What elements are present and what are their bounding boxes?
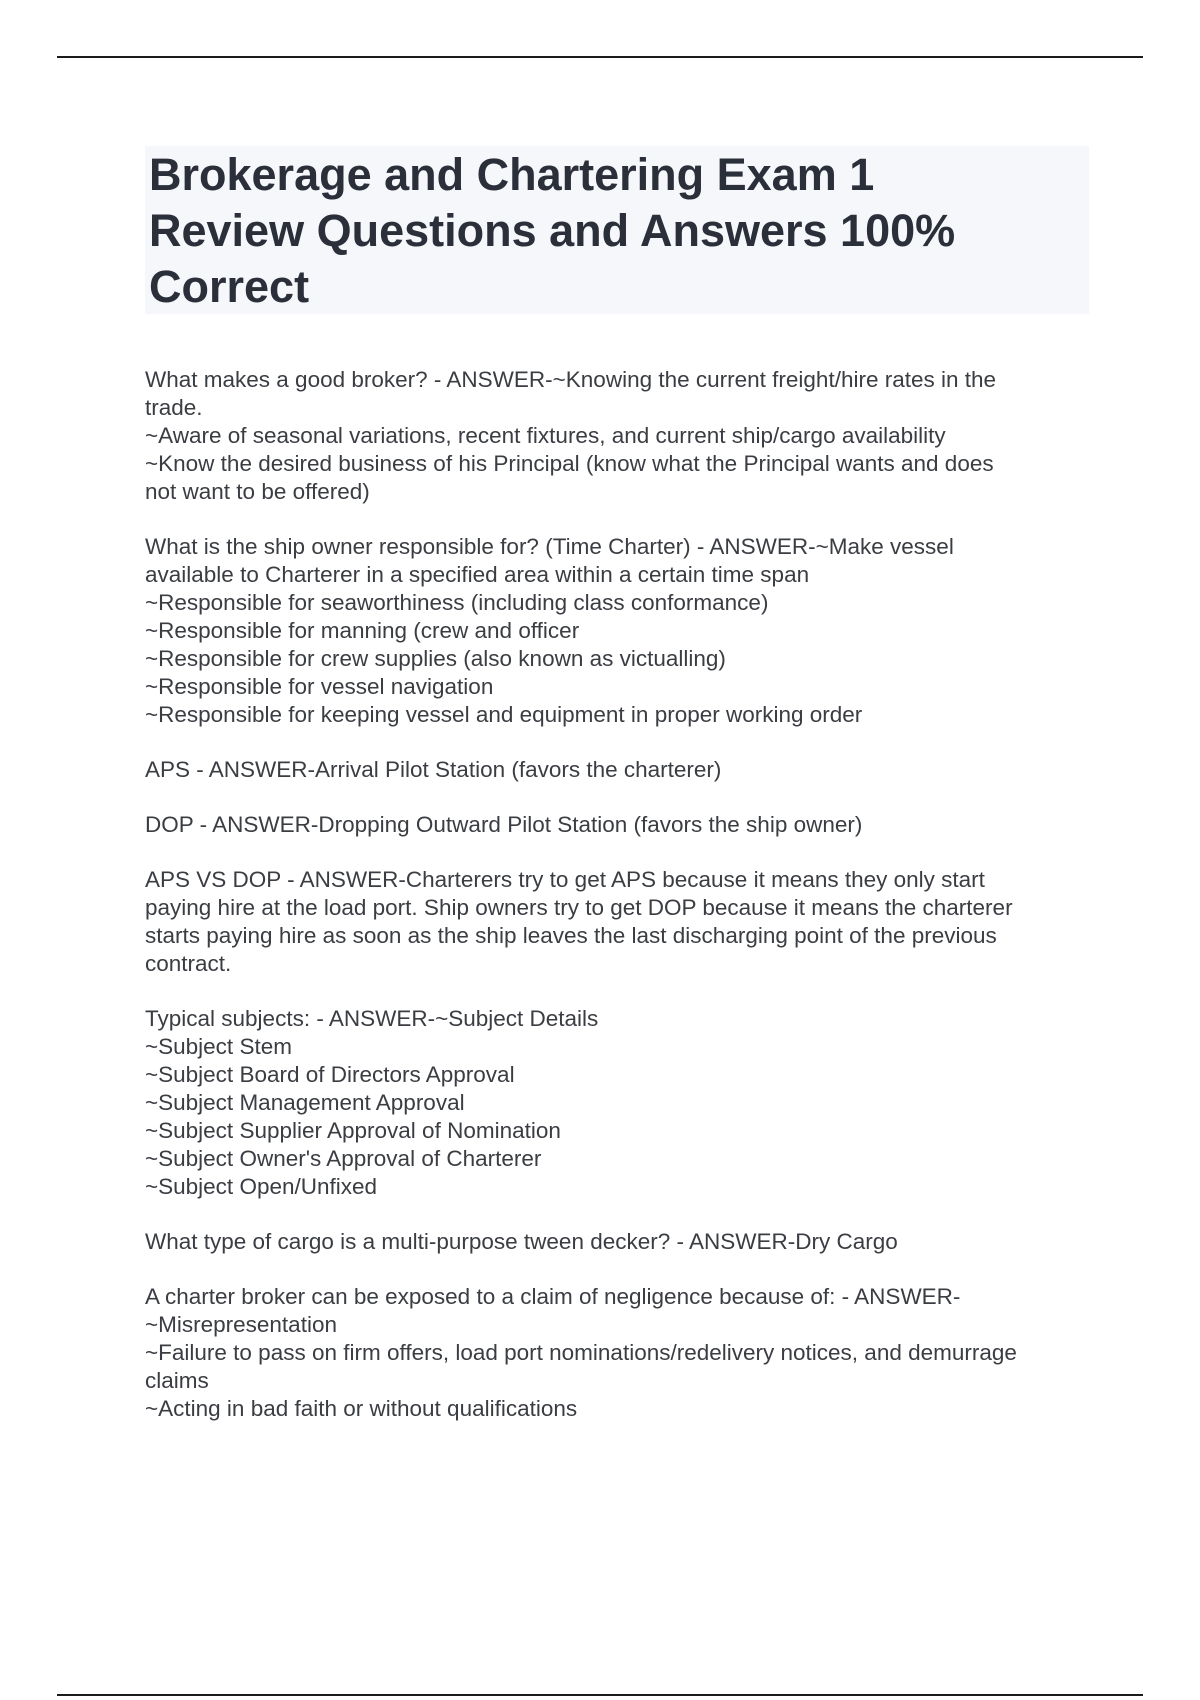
title-line: Brokerage and Chartering Exam 1	[149, 149, 875, 200]
qa-line: ~Acting in bad faith or without qualifications	[145, 1396, 578, 1421]
qa-item	[145, 756, 1105, 784]
qa-line: ~Responsible for manning (crew and officer	[145, 618, 580, 643]
qa-line: Typical subjects: - ANSWER-~Subject Details	[145, 1006, 599, 1031]
qa-line: APS - ANSWER-Arrival Pilot Station (favors the charterer)	[145, 757, 722, 782]
qa-line: APS VS DOP - ANSWER-Charterers try to get APS because it means they only start	[145, 867, 985, 892]
title-line: Correct	[149, 261, 310, 312]
qa-line: What makes a good broker? - ANSWER-~Knowing the current freight/hire rates in the	[145, 367, 997, 392]
qa-line: What is the ship owner responsible for? (Time Charter) - ANSWER-~Make vessel	[145, 534, 954, 559]
title-line: Review Questions and Answers 100%	[149, 205, 956, 256]
qa-line: ~Misrepresentation	[145, 1312, 337, 1337]
top-rule	[57, 56, 1143, 58]
qa-item	[145, 366, 1105, 506]
qa-line: ~Subject Board of Directors Approval	[145, 1062, 515, 1087]
qa-line: ~Responsible for crew supplies (also known as victualling)	[145, 646, 726, 671]
qa-line: starts paying hire as soon as the ship leaves the last discharging point of the previous	[145, 923, 997, 948]
qa-item	[145, 1005, 1105, 1201]
qa-line: ~Aware of seasonal variations, recent fixtures, and current ship/cargo availability	[145, 423, 946, 448]
qa-item	[145, 866, 1105, 978]
qa-line: available to Charterer in a specified area within a certain time span	[145, 562, 810, 587]
document-title	[149, 146, 1085, 315]
qa-line: not want to be offered)	[145, 479, 370, 504]
qa-line: trade.	[145, 395, 203, 420]
qa-line: contract.	[145, 951, 232, 976]
title-block	[145, 146, 1089, 314]
qa-list	[145, 366, 1105, 1450]
bottom-rule	[57, 1694, 1143, 1696]
qa-line: ~Know the desired business of his Principal (know what the Principal wants and does	[145, 451, 994, 476]
qa-line: ~Subject Stem	[145, 1034, 292, 1059]
qa-item	[145, 1283, 1105, 1423]
qa-line: A charter broker can be exposed to a claim of negligence because of: - ANSWER-	[145, 1284, 961, 1309]
qa-line: claims	[145, 1368, 209, 1393]
qa-line: ~Responsible for seaworthiness (including class conformance)	[145, 590, 769, 615]
qa-line: ~Failure to pass on firm offers, load port nominations/redelivery notices, and demurrage	[145, 1340, 1017, 1365]
qa-item	[145, 811, 1105, 839]
qa-line: ~Responsible for keeping vessel and equipment in proper working order	[145, 702, 863, 727]
qa-line: What type of cargo is a multi-purpose tween decker? - ANSWER-Dry Cargo	[145, 1229, 898, 1254]
qa-line: ~Subject Management Approval	[145, 1090, 465, 1115]
qa-item	[145, 533, 1105, 729]
qa-line: DOP - ANSWER-Dropping Outward Pilot Station (favors the ship owner)	[145, 812, 863, 837]
qa-line: ~Responsible for vessel navigation	[145, 674, 494, 699]
qa-item	[145, 1228, 1105, 1256]
qa-line: ~Subject Open/Unfixed	[145, 1174, 378, 1199]
qa-line: ~Subject Supplier Approval of Nomination	[145, 1118, 561, 1143]
qa-line: paying hire at the load port. Ship owners try to get DOP because it means the charterer	[145, 895, 1013, 920]
qa-line: ~Subject Owner's Approval of Charterer	[145, 1146, 542, 1171]
